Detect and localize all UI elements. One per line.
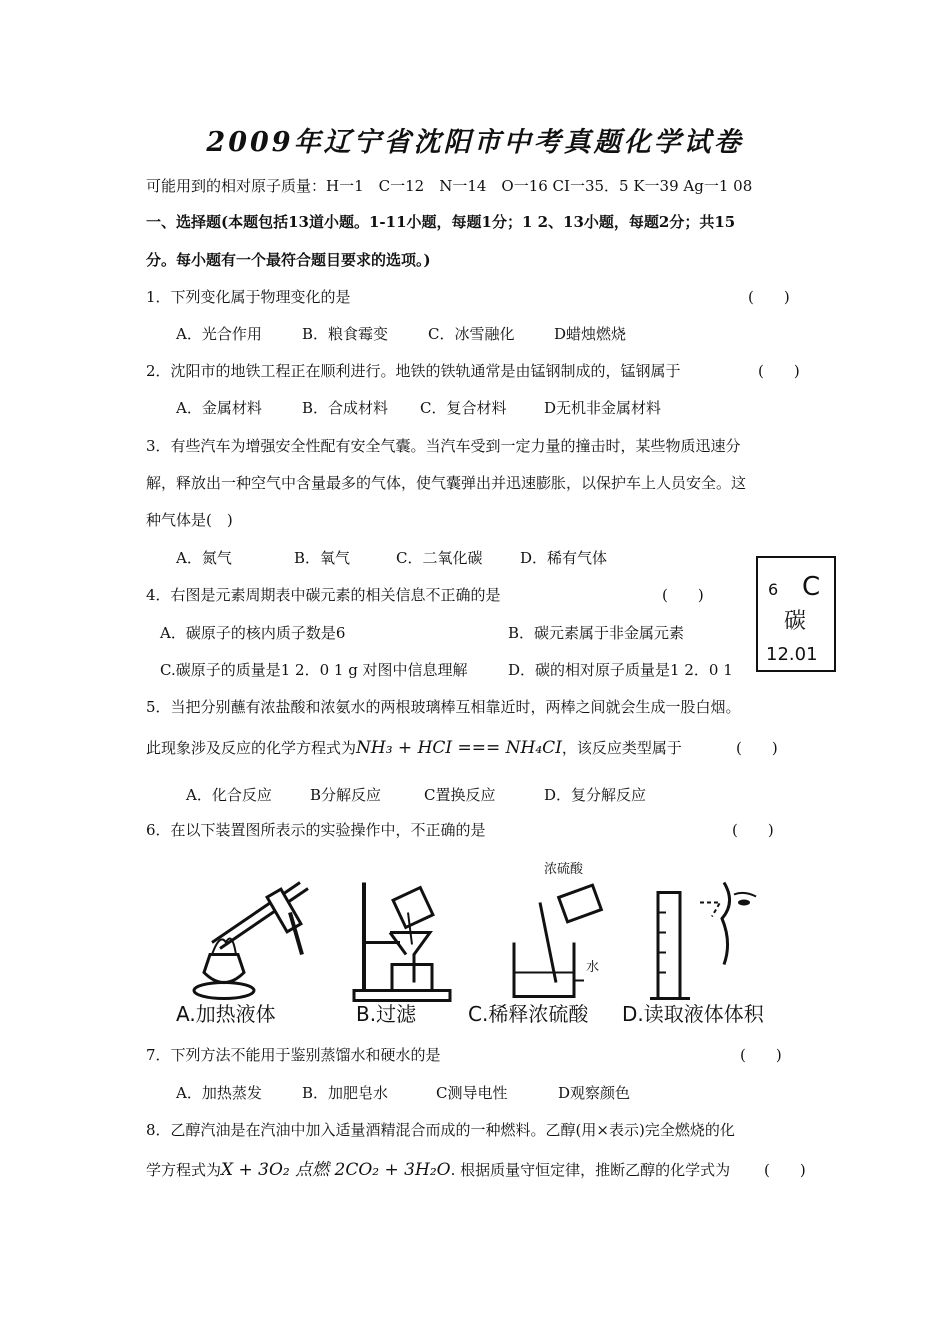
- q7-option-a: A．加热蒸发: [176, 1084, 262, 1102]
- q4-stem: 4．右图是元素周期表中碳元素的相关信息不正确的是: [146, 586, 501, 604]
- atomic-mass: 12.01: [766, 644, 818, 665]
- figure-b-caption: B.过滤: [356, 1002, 417, 1026]
- figure-a-caption: A.加热液体: [176, 1002, 276, 1026]
- q8-equation: X + 3O₂ 点燃 2CO₂ + 3H₂O: [221, 1160, 451, 1180]
- q2-option-d: D无机非金属材料: [544, 399, 662, 417]
- atomic-mass-line: 可能用到的相对原子质量：H一1 C一12 N一14 O一16 CI一35．5 K一39 Ag一1 08: [146, 177, 753, 195]
- q3-line3: 种气体是( ): [146, 511, 233, 529]
- label-conc-sulfuric-acid: 浓硫酸: [544, 862, 584, 877]
- q5-equation: NH₃ + HCI === NH₄CI: [356, 738, 562, 758]
- q3-option-d: D．稀有气体: [520, 549, 608, 567]
- q5-option-d: D．复分解反应: [544, 786, 647, 804]
- q3-option-c: C．二氧化碳: [396, 549, 483, 567]
- q5-option-c: C置换反应: [424, 786, 496, 804]
- q7-option-d: D观察颜色: [558, 1084, 631, 1102]
- element-symbol: C: [802, 572, 821, 602]
- q4-option-a: A．碳原子的核内质子数是6: [160, 624, 346, 642]
- q2-option-c: C．复合材料: [420, 399, 507, 417]
- q4-option-d: D．碳的相对原子质量是1 2．0 1: [508, 661, 733, 679]
- section-heading-line1: 一、选择题(本题包括13道小题。1-11小题，每题1分；1 2、13小题，每题2分；共15: [146, 213, 736, 231]
- figure-c-caption: C.稀释浓硫酸: [468, 1002, 589, 1026]
- element-name: 碳: [784, 609, 807, 634]
- q5-line2: 此现象涉及反应的化学方程式为NH₃ + HCI === NH₄CI，该反应类型属于: [146, 738, 682, 758]
- q6-answer-paren: ( ): [732, 821, 774, 839]
- q7-stem: 7．下列方法不能用于鉴别蒸馏水和硬水的是: [146, 1046, 441, 1064]
- q5-option-b: B分解反应: [310, 786, 382, 804]
- q3-option-b: B．氧气: [294, 549, 351, 567]
- q5-line1: 5．当把分别蘸有浓盐酸和浓氨水的两根玻璃棒互相靠近时，两棒之间就会生成一股白烟。: [146, 698, 741, 716]
- q3-option-a: A．氮气: [176, 549, 232, 567]
- q4-option-b: B．碳元素属于非金属元素: [508, 624, 685, 642]
- q6-stem: 6．在以下装置图所表示的实验操作中，不正确的是: [146, 821, 486, 839]
- q3-line1: 3．有些汽车为增强安全性配有安全气囊。当汽车受到一定力量的撞击时，某些物质迅速分: [146, 437, 741, 455]
- q5-option-a: A．化合反应: [186, 786, 272, 804]
- q1-option-a: A．光合作用: [176, 325, 262, 343]
- page-title: 2009年辽宁省沈阳市中考真题化学试卷: [206, 127, 744, 158]
- q1-answer-paren: ( ): [748, 288, 790, 306]
- q7-option-b: B．加肥皂水: [302, 1084, 389, 1102]
- q3-answer-paren: ( ): [206, 511, 233, 529]
- q2-answer-paren: ( ): [758, 362, 800, 380]
- section-heading-line2: 分。每小题有一个最符合题目要求的选项。): [146, 251, 431, 269]
- q4-option-c: C.碳原子的质量是1 2．0 1 g 对图中信息理解: [160, 661, 468, 679]
- q4-answer-paren: ( ): [662, 586, 704, 604]
- q5-answer-paren: ( ): [736, 739, 778, 757]
- q2-stem: 2．沈阳市的地铁工程正在顺利进行。地铁的铁轨通常是由锰钢制成的，锰钢属于: [146, 362, 681, 380]
- q1-option-b: B．粮食霉变: [302, 325, 389, 343]
- q3-line2: 解，释放出一种空气中含量最多的气体，使气囊弹出并迅速膨胀，以保护车上人员安全。这: [146, 474, 747, 492]
- q1-stem: 1．下列变化属于物理变化的是: [146, 288, 351, 306]
- q1-option-d: D蜡烛燃烧: [554, 325, 627, 343]
- label-water: 水: [586, 960, 600, 975]
- q7-answer-paren: ( ): [740, 1046, 782, 1064]
- q2-option-b: B．合成材料: [302, 399, 389, 417]
- q8-line2: 学方程式为X + 3O₂ 点燃 2CO₂ + 3H₂O. 根据质量守恒定律，推断乙醇的化学式为: [146, 1160, 731, 1180]
- atomic-number: 6: [768, 580, 779, 599]
- carbon-element-card: [756, 556, 836, 672]
- figure-d-caption: D.读取液体体积: [622, 1002, 764, 1026]
- q7-option-c: C测导电性: [436, 1084, 508, 1102]
- q8-answer-paren: ( ): [764, 1161, 806, 1179]
- q2-option-a: A．金属材料: [176, 399, 262, 417]
- q1-option-c: C．冰雪融化: [428, 325, 515, 343]
- q8-line1: 8．乙醇汽油是在汽油中加入适量酒精混合而成的一种燃料。乙醇(用×表示)完全燃烧的化: [146, 1121, 735, 1139]
